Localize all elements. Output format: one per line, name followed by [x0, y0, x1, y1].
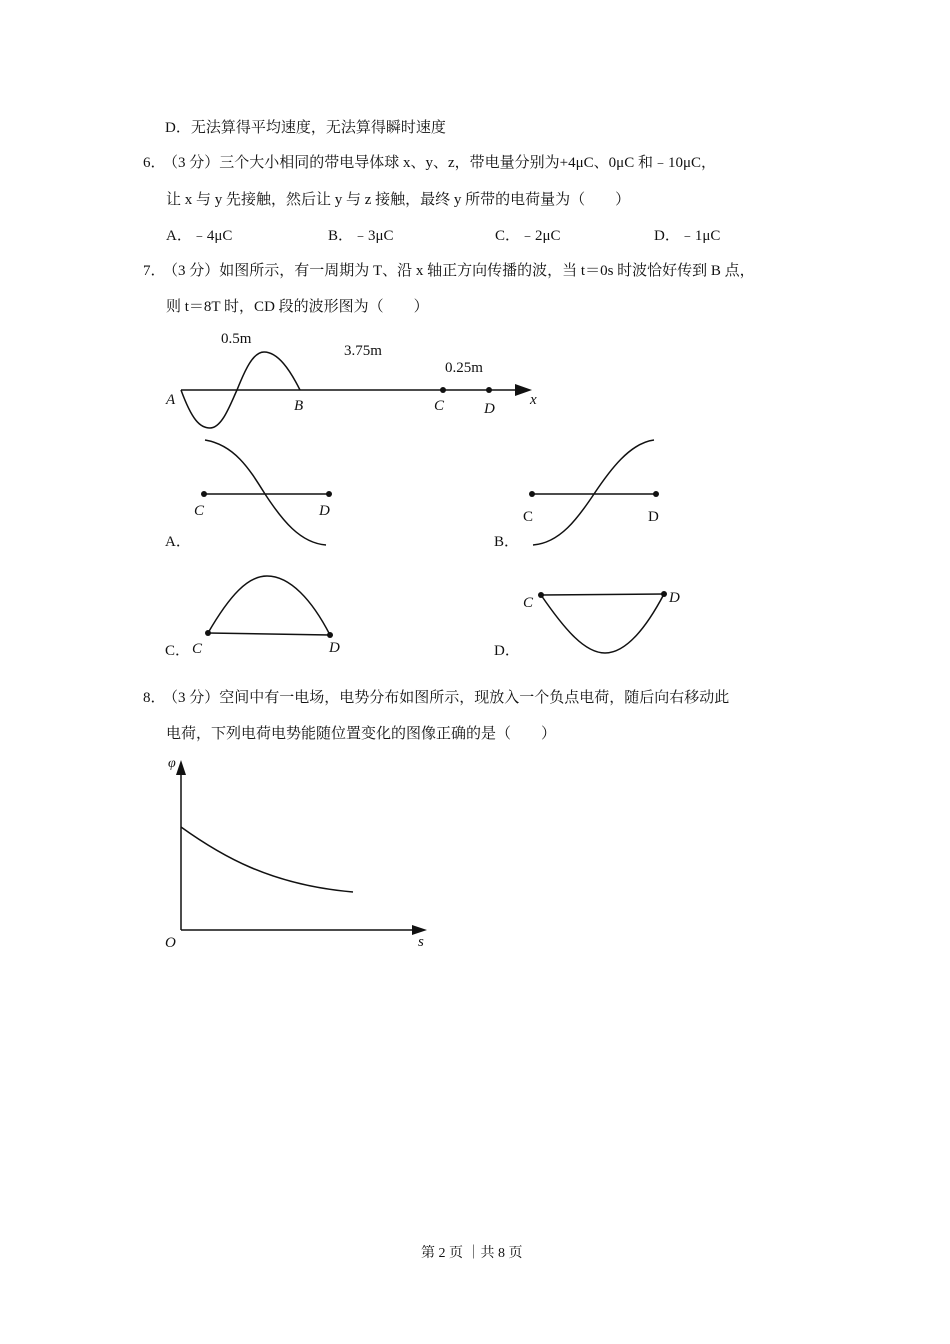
q7-number: 7．: [143, 263, 166, 279]
label-d: D: [484, 401, 495, 417]
q7-stem-line1: （3 分）如图所示，有一周期为 T、沿 x 轴正方向传播的波，当 t＝0s 时波恰好传到 B 点，: [163, 263, 755, 279]
c-label: C: [192, 641, 203, 657]
q7-option-a-figure: [165, 440, 332, 550]
option-a-label: A．: [165, 534, 191, 550]
label-c: C: [434, 398, 445, 414]
c-label: C: [523, 509, 534, 525]
phi-label: φ: [168, 756, 176, 771]
option-b-label: B．: [494, 534, 520, 550]
label-x: x: [530, 392, 537, 408]
s-label: s: [418, 934, 424, 950]
d-label: D: [329, 640, 340, 656]
d-label: D: [319, 503, 330, 519]
c-label: C: [523, 595, 534, 611]
d-label: D: [669, 590, 680, 606]
q7-option-c-figure: [165, 576, 340, 659]
point-c: [440, 387, 446, 393]
q6-number: 6．: [143, 155, 166, 171]
q7-option-d-figure: [494, 590, 680, 659]
c-label: C: [194, 503, 205, 519]
option-c-label: C．: [165, 643, 191, 659]
q6-stem-line1: （3 分）三个大小相同的带电导体球 x、y、z，带电量分别为+4μC、0μC 和﹣10μC，: [163, 155, 717, 171]
q8-number: 8．: [143, 690, 166, 706]
q6-option-c: C．﹣2μC: [495, 228, 561, 244]
label-0.5m: 0.5m: [221, 331, 252, 347]
q6-option-d: D．﹣1μC: [654, 228, 721, 244]
q8-stem-line2: 电荷，下列电荷电势能随位置变化的图像正确的是（ ）: [166, 726, 557, 742]
option-d-label: D．: [494, 643, 520, 659]
label-a: A: [166, 392, 176, 408]
origin-label: O: [165, 935, 176, 951]
q6-option-b: B．﹣3μC: [328, 228, 394, 244]
label-b: B: [294, 398, 304, 414]
q7-stem-line2: 则 t＝8T 时，CD 段的波形图为（ ）: [166, 299, 429, 315]
page-footer: 第 2 页 ｜共 8 页: [421, 1246, 523, 1261]
phi-axis-arrow-icon: [176, 760, 186, 775]
q6-option-a: A．﹣4μC: [166, 228, 233, 244]
point-d: [486, 387, 492, 393]
potential-curve: [181, 827, 353, 892]
q7-option-b-figure: [494, 440, 659, 550]
q5-option-d: D．无法算得平均速度，无法算得瞬时速度: [165, 120, 446, 136]
d-label: D: [648, 509, 659, 525]
q6-stem-line2: 让 x 与 y 先接触，然后让 y 与 z 接触，最终 y 所带的电荷量为（ ）: [166, 192, 631, 208]
q8-potential-graph: [181, 772, 415, 930]
label-3.75m: 3.75m: [344, 343, 382, 359]
label-0.25m: 0.25m: [445, 360, 483, 376]
q8-stem-line1: （3 分）空间中有一电场，电势分布如图所示，现放入一个负点电荷，随后向右移动此: [163, 690, 730, 706]
